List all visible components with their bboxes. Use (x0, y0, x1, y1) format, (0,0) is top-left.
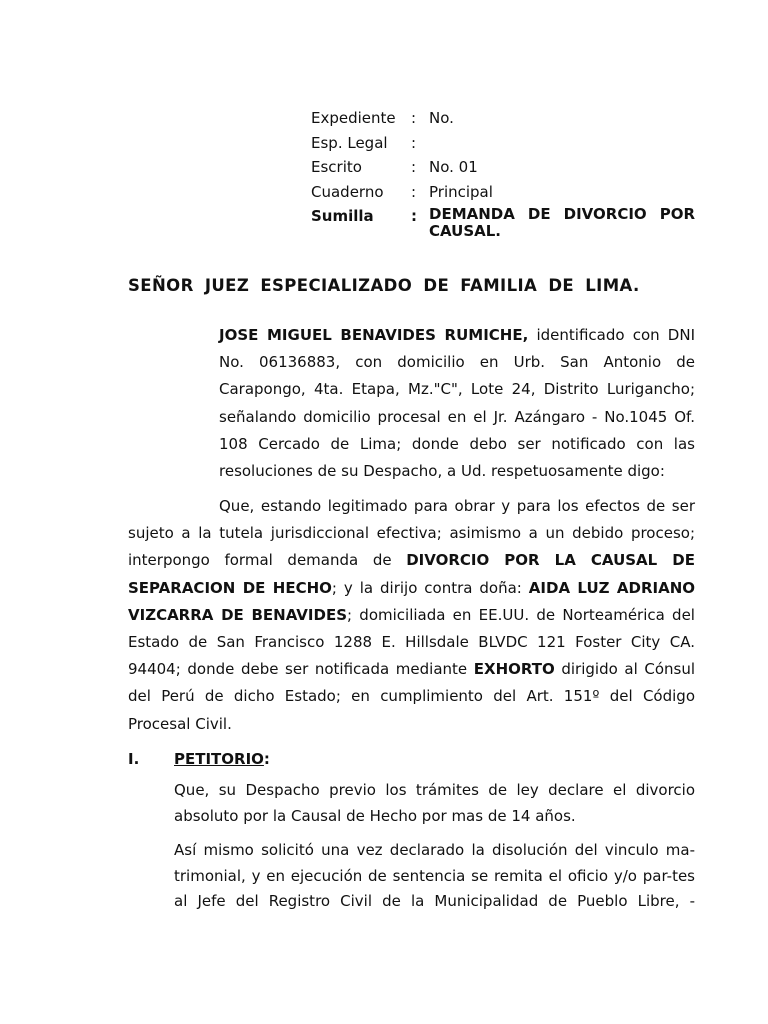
header-separator: : (411, 182, 417, 201)
header-separator: : (411, 158, 417, 176)
body-text-4: dirigido al Cónsul del Perú de dicho Estado; en cumplimiento del Art. 151º del Código Procesal Civil. (128, 660, 695, 733)
header-separator: : (411, 109, 417, 127)
plaintiff-name: JOSE MIGUEL BENAVIDES RUMICHE, (219, 326, 529, 344)
header-key: Escrito (311, 158, 362, 176)
header-value: No. 01 (429, 158, 478, 176)
header-row-expediente (311, 108, 695, 133)
section-heading-petitorio (128, 748, 695, 770)
header-key: Cuaderno (311, 182, 384, 201)
header-row-escrito (311, 157, 695, 182)
body-text-3: ; domiciliada en EE.UU. de Norteamérica del Estado de San Francisco 1288 E. Hillsdale BLVDC 121 Foster City CA. 94404; donde debe ser notificada mediante (128, 605, 695, 679)
body-bold-3: EXHORTO (473, 660, 555, 679)
header-row-esp-legal (311, 133, 695, 158)
header-value: Principal (429, 182, 493, 201)
intro-text: identificado con DNI No. 06136883, con domicilio en Urb. San Antonio de Carapongo, 4ta. Etapa, Mz."C", Lote 24, Distrito Lurigancho; señalando domicilio procesal en el Jr. Azángaro - No.1045 Of. 108 Cercado de Lima; donde debo ser notificado con las resoluciones de su Despacho, a Ud. respetuosamente digo: (219, 326, 695, 481)
body-paragraph (128, 493, 695, 738)
header-value: No. (429, 109, 454, 127)
header-separator: : (411, 207, 417, 225)
intro-paragraph (219, 322, 695, 485)
header-key: Sumilla (311, 207, 374, 225)
header-value (429, 133, 695, 158)
header-key: Esp. Legal (311, 133, 388, 152)
case-header (311, 108, 695, 240)
court-addressee-title: SEÑOR JUEZ ESPECIALIZADO DE FAMILIA DE LIMA. (128, 276, 640, 295)
body-bold-1: DIVORCIO POR LA CAUSAL DE SEPARACION DE HECHO (128, 551, 695, 597)
body-bold-2: AIDA LUZ ADRIANO VIZCARRA DE BENAVIDES (128, 578, 696, 624)
body-text-1: Que, estando legitimado para obrar y para los efectos de ser sujeto a la tutela jurisdiccional efectiva; asimismo a un debido proceso; interpongo formal demanda de (128, 497, 695, 570)
header-row-sumilla (311, 206, 695, 240)
header-separator: : (411, 133, 417, 152)
section-number: I. (128, 750, 140, 768)
petitorio-paragraph-2: Así mismo solicitó una vez declarado la disolución del vinculo ma-trimonial, y en ejecución de sentencia se remita el oficio y/o par-tes al Jefe del Registro Civil de la Municipalidad de Pueblo Libre, - (174, 841, 695, 910)
section-label: PETITORIO (174, 750, 264, 768)
header-row-cuaderno (311, 182, 695, 207)
body-text-2: ; y la dirijo contra doña: (331, 578, 529, 597)
section-colon: : (263, 750, 270, 768)
petitorio-paragraph-1: Que, su Despacho previo los trámites de ley declare el divorcio absoluto por la Causal de Hecho por mas de 14 años. (174, 781, 695, 825)
header-value: DEMANDA DE DIVORCIO POR CAUSAL. (429, 205, 695, 240)
header-key: Expediente (311, 109, 396, 127)
